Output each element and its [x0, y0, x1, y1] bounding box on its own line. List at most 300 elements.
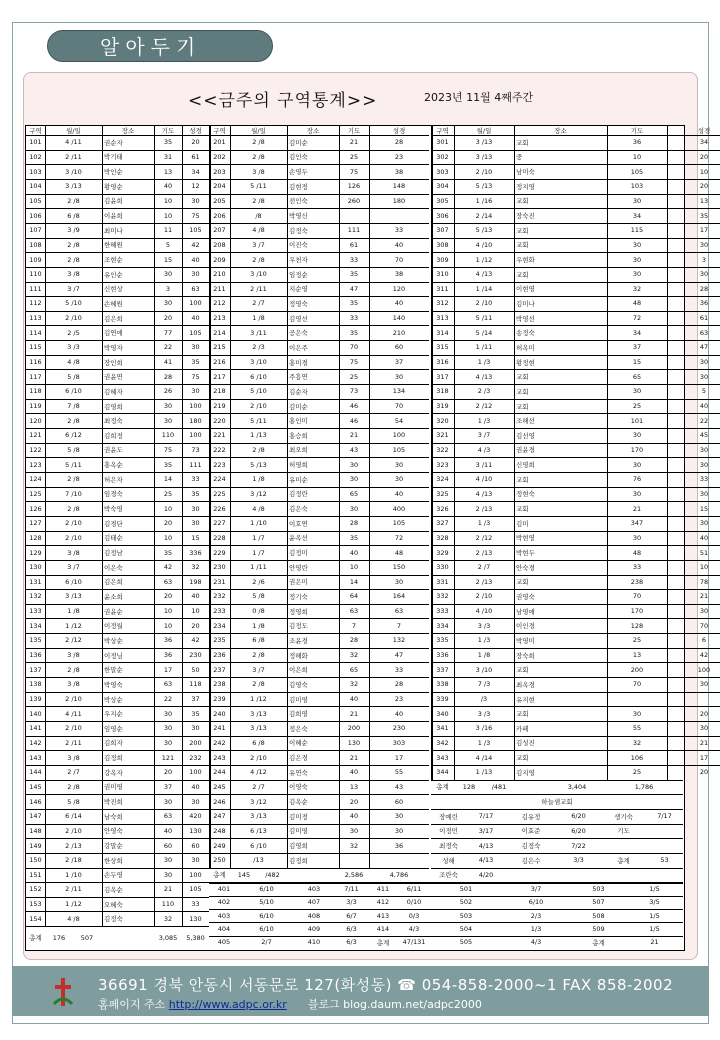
table-cell: 210	[392, 328, 406, 337]
table-cell: 103	[630, 182, 644, 191]
table-cell: 30	[699, 240, 709, 249]
cell-500: 6/10	[528, 898, 544, 907]
table-cell: 229	[213, 548, 226, 557]
table-cell: 305	[436, 196, 449, 205]
table-cell: 151	[29, 870, 42, 879]
table-cell: 124	[29, 475, 42, 484]
table-cell: 245	[213, 782, 226, 791]
table-cell: 230	[189, 651, 202, 660]
column-header: 장소	[306, 127, 320, 135]
table-cell: 김인숙	[289, 153, 308, 162]
table-cell: 101	[29, 138, 42, 147]
cell-500: 2/3	[530, 911, 542, 920]
table-cell: 25	[349, 152, 359, 161]
table-cell: 33	[349, 255, 359, 264]
table-cell: 5 /8	[67, 797, 80, 806]
table-cell: 10	[699, 167, 709, 176]
table-cell: 4 /13	[475, 270, 493, 279]
table-cell: 2 /8	[67, 504, 80, 513]
table-cell: 3 /11	[475, 460, 493, 469]
cell-500: 509	[592, 924, 605, 933]
table-cell: 248	[213, 826, 226, 835]
table-cell: 30	[699, 724, 709, 733]
table-cell: 22	[163, 695, 173, 703]
table-cell: 2 /8	[252, 196, 265, 205]
table-cell: 233	[213, 607, 226, 616]
table-cell: 40	[349, 768, 359, 777]
table-cell: 60	[163, 841, 173, 850]
table-cell: 28	[163, 372, 173, 381]
table-cell: 13	[349, 782, 359, 791]
column-header: 구역	[29, 127, 42, 135]
table-cell: 공은숙	[289, 329, 308, 338]
table-cell: 127	[29, 519, 42, 528]
table-cell: 10	[163, 504, 173, 513]
table-cell: 230	[392, 724, 406, 733]
table-cell: 조해선	[516, 417, 535, 426]
table-cell: 25	[349, 372, 359, 381]
table-cell: 214	[213, 328, 226, 337]
table-cell: 우천자	[289, 256, 308, 264]
special-cell	[601, 868, 646, 883]
special-cell: 53	[660, 856, 669, 865]
table-cell: 박영신	[289, 212, 308, 221]
table-cell: 한상희	[104, 856, 123, 865]
cell-500: 507	[592, 898, 605, 907]
table-cell: 4 /8	[67, 358, 80, 367]
special-cell: 7/17	[478, 812, 494, 821]
table-cell: 315	[436, 343, 449, 352]
table-cell: 정기숙	[289, 592, 308, 601]
footer-web	[98, 996, 482, 1012]
table-cell: 200	[630, 665, 644, 674]
table-cell: 최미나	[104, 226, 123, 235]
table-cell: 우지순	[104, 710, 123, 719]
table-cell: 3	[165, 284, 171, 293]
table-cell: 137	[29, 665, 42, 674]
table-cell: 김정숙	[289, 226, 308, 235]
table-cell: 105	[189, 328, 202, 337]
table-cell: 47	[349, 284, 359, 293]
table-cell: 1 /10	[65, 870, 82, 879]
table-cell: 208	[213, 240, 226, 249]
total-value: 4,786	[389, 870, 409, 879]
table-cell: 100	[189, 299, 202, 308]
table-cell: 105	[630, 167, 644, 176]
table-cell: 남영애	[516, 607, 535, 616]
table-cell: 7 /10	[65, 489, 82, 498]
special-cell	[646, 868, 683, 883]
special-cell: 생기숙	[614, 812, 633, 821]
column-divider	[667, 126, 668, 780]
table-cell: 104	[29, 182, 42, 191]
table-cell: 5 /8	[67, 445, 80, 454]
table-cell: 70	[632, 680, 642, 689]
special-cell: 7/22	[571, 841, 586, 850]
table-cell: 30	[163, 870, 173, 879]
table-cell: 임정순	[289, 270, 308, 279]
table-cell: 30	[632, 533, 642, 542]
table-cell: 221	[213, 431, 226, 440]
table-cell: 3 /10	[475, 665, 493, 674]
total-value: 507	[80, 933, 94, 942]
table-cell: 교회	[516, 475, 529, 484]
table-cell: 216	[213, 358, 226, 367]
table-cell: 106	[29, 211, 42, 220]
table-cell: 113	[29, 314, 42, 323]
cell-400: 404	[217, 924, 231, 933]
table-cell: 22	[699, 416, 709, 425]
table-cell: 142	[29, 738, 42, 747]
table-cell: 121	[29, 431, 42, 440]
table-cell: 10	[699, 563, 709, 572]
table-cell: 2 /8	[252, 152, 265, 161]
table-cell: 1 /7	[252, 548, 265, 557]
table-cell	[339, 853, 369, 868]
table-cell: 112	[29, 299, 42, 308]
special-cell: 성해	[442, 856, 455, 865]
table-cell: 김미영	[289, 827, 308, 836]
table-cell: 327	[436, 519, 449, 528]
table-cell: 교회	[516, 197, 529, 206]
table-cell: 교회	[516, 754, 529, 763]
table-cell: 215	[213, 343, 226, 352]
table-cell: 김영숙	[289, 680, 308, 689]
table-cell: 220	[213, 416, 226, 425]
table-cell: 17	[699, 226, 709, 235]
column-header: 성경	[189, 127, 202, 135]
table-cell: 100	[392, 431, 406, 440]
table-cell: 40	[191, 592, 200, 601]
cell-400: 6/11	[406, 884, 422, 893]
table-cell: 318	[436, 387, 449, 396]
table-cell: 30	[349, 475, 359, 484]
table-cell: 108	[29, 240, 42, 249]
church-cross-icon	[52, 976, 74, 1008]
table-cell: 황정현	[516, 358, 535, 367]
table-cell: 6 /12	[65, 431, 82, 440]
table-cell: 3 /13	[475, 138, 493, 147]
cell-500: 총계	[592, 938, 605, 947]
table-cell: 35	[191, 358, 200, 367]
table-cell: 25	[163, 489, 173, 498]
table-cell: 20	[349, 797, 359, 806]
table-cell: 217	[213, 372, 226, 381]
table-cell: 30	[632, 255, 642, 264]
table-cell: 한혜원	[104, 241, 123, 250]
table-cell: 임경숙	[104, 490, 123, 499]
table-cell: 2 /10	[65, 695, 82, 703]
table-cell: 206	[213, 211, 226, 220]
special-cell: 총계	[617, 856, 630, 865]
table-cell: 10	[163, 607, 173, 616]
table-cell: 149	[29, 841, 42, 850]
table-cell: 219	[213, 402, 226, 410]
table-cell: 권윤연	[104, 373, 123, 382]
table-cell: 30	[163, 856, 173, 865]
cell-400: 414	[376, 924, 390, 933]
table-cell: 7	[351, 621, 357, 630]
table-cell: 180	[189, 416, 202, 425]
cell-500: 504	[459, 924, 473, 933]
table-cell: 101	[630, 416, 644, 425]
table-cell: 3 /12	[250, 489, 267, 498]
table-cell: 1 /7	[252, 533, 265, 542]
table-cell: 3 /16	[475, 724, 493, 733]
table-cell: 111	[347, 226, 361, 235]
table-cell: 김정란	[289, 490, 308, 499]
table-cell: 6 /10	[250, 841, 267, 850]
table-cell: 36	[163, 636, 173, 645]
table-cell: 103	[29, 167, 42, 176]
table-cell: 105	[29, 196, 42, 205]
table-cell: 0 /8	[252, 607, 265, 616]
table-cell: 333	[436, 607, 449, 616]
table-cell: 손영두	[289, 168, 308, 177]
table-cell: 권영숙	[516, 592, 535, 601]
table-cell: 7 /8	[67, 402, 80, 410]
table-cell: 손혜원	[104, 299, 123, 308]
table-cell: 30	[163, 402, 173, 410]
table-cell: 김순자	[289, 387, 308, 396]
cell-500: 4/3	[530, 938, 542, 947]
table-cell: 341	[436, 724, 449, 733]
table-cell: 40	[349, 548, 359, 557]
table-cell: 유인순	[104, 270, 123, 279]
table-cell: 35	[349, 328, 359, 337]
table-cell: 25	[632, 636, 642, 645]
table-cell: 30	[163, 797, 173, 806]
table-cell: 32	[349, 651, 359, 660]
table-cell: 카페	[516, 724, 529, 733]
table-cell: 2 /18	[65, 856, 82, 865]
table-cell: 30	[394, 475, 404, 484]
table-cell: 55	[394, 768, 404, 777]
table-cell: 2 /10	[65, 724, 82, 733]
table-cell: 20	[699, 152, 709, 161]
cell-400: 410	[307, 938, 321, 947]
table-cell: 70	[699, 621, 709, 630]
special-cell: 3/17	[478, 826, 494, 835]
table-cell: 143	[29, 753, 42, 762]
table-cell: 337	[436, 665, 449, 674]
table-cell: 420	[189, 812, 202, 821]
cell-400: 405	[217, 938, 231, 947]
table-cell: 1 /8	[477, 651, 491, 660]
table-cell: 2 /7	[67, 768, 80, 777]
table-cell: 2 /12	[65, 636, 82, 645]
table-cell: 김옥순	[104, 885, 123, 894]
table-cell: 김옥순	[289, 798, 308, 807]
table-cell: 권윤경	[516, 446, 535, 455]
table-cell: 138	[29, 680, 42, 689]
table-cell: 6 /10	[250, 372, 267, 381]
table-cell: 40	[349, 695, 359, 703]
table-cell: 310	[436, 270, 449, 279]
table-cell: 11	[163, 226, 173, 235]
table-cell: 2 /7	[477, 563, 491, 572]
table-cell: 안숙경	[516, 563, 535, 572]
table-cell: 4 /10	[475, 475, 493, 484]
table-cell: 61	[349, 240, 359, 249]
cell-400: 6/10	[259, 924, 274, 933]
table-cell: 2 /10	[250, 402, 267, 410]
cell-500: 1/5	[649, 924, 660, 933]
column-divider	[339, 126, 340, 868]
table-cell: 5 /11	[65, 460, 82, 469]
table-cell: 33	[394, 665, 404, 674]
table-cell: 75	[349, 358, 359, 367]
table-cell: 48	[394, 548, 404, 557]
table-cell: 김미정	[289, 812, 308, 821]
table-cell: 141	[29, 724, 42, 733]
table-cell: 5 /11	[250, 416, 267, 425]
table-cell: 102	[29, 152, 42, 161]
table-cell: 30	[632, 709, 642, 718]
table-cell: 114	[29, 328, 42, 337]
table-cell: 3 /9	[67, 226, 80, 235]
table-cell: 30	[163, 724, 173, 733]
table-cell: 조현순	[104, 256, 123, 264]
table-cell: 37	[191, 695, 200, 703]
table-cell: 309	[436, 255, 449, 264]
cell-500: 21	[650, 938, 659, 947]
table-cell: 243	[213, 753, 226, 762]
table-cell: 20	[699, 768, 709, 777]
table-cell: 164	[392, 592, 406, 601]
table-cell: 25	[632, 402, 642, 410]
table-cell: 김정미	[289, 549, 308, 557]
homepage-link[interactable]: http://www.adpc.or.kr	[168, 998, 287, 1011]
table-cell: 30	[632, 270, 642, 279]
table-cell: 32	[349, 680, 359, 689]
total-value: 128	[462, 782, 476, 791]
table-cell: 2 /8	[67, 782, 80, 791]
table-cell: 1 /3	[477, 416, 491, 425]
table-cell: 4 /8	[252, 504, 265, 513]
table-cell: 2 /8	[252, 138, 265, 147]
cell-400: 6/7	[346, 911, 357, 920]
table-cell: 100	[189, 402, 202, 410]
table-cell: 120	[392, 284, 406, 293]
special-cell	[556, 868, 601, 883]
table-cell: 198	[189, 577, 202, 586]
table-cell: 61	[699, 314, 709, 323]
cell-400: 0/3	[408, 911, 420, 920]
table-cell: 15	[632, 358, 642, 367]
table-cell: 335	[436, 636, 449, 645]
table-cell: 35	[191, 709, 200, 718]
table-cell: 교회	[516, 402, 529, 411]
table-cell: 2 /6	[252, 577, 265, 586]
table-cell: 김정숙	[104, 915, 123, 924]
table-cell: 10	[163, 196, 173, 205]
table-cell: 33	[349, 314, 359, 323]
column-divider	[514, 126, 515, 780]
table-cell: 237	[213, 665, 226, 674]
column-header: 월/일	[476, 127, 492, 135]
table-cell: 30	[394, 826, 404, 835]
table-cell: 225	[213, 489, 226, 498]
total-label: 총계	[436, 783, 449, 792]
table-cell: 3 /8	[252, 167, 265, 176]
table-cell: 36	[163, 651, 173, 660]
table-cell: 3 /8	[67, 270, 80, 279]
column-divider	[454, 126, 455, 780]
table-cell: 21	[699, 738, 709, 747]
table-cell: 132	[392, 636, 406, 645]
table-cell: 2 /14	[475, 211, 493, 220]
table-cell: 2 /12	[475, 533, 493, 542]
column-header: 월/일	[66, 127, 81, 135]
table-cell: 51	[699, 548, 709, 557]
cell-500: 3/7	[530, 884, 542, 893]
table-cell: 30	[632, 196, 642, 205]
cell-400: 6/3	[346, 924, 357, 933]
table-cell: 4 /10	[475, 607, 493, 616]
table-cell: 17	[394, 753, 404, 762]
cell-400: 6/10	[259, 911, 274, 920]
table-cell: 60	[394, 343, 404, 352]
table-cell: 332	[436, 592, 449, 601]
table-cell: 21	[349, 431, 359, 440]
table-cell: 40	[394, 299, 404, 308]
table-cell: 123	[29, 460, 42, 469]
table-cell: 4 /10	[475, 240, 493, 249]
table-cell: 4 /11	[65, 709, 82, 718]
table-cell: 139	[29, 695, 42, 703]
table-cell: 이진숙	[289, 241, 308, 250]
column-divider	[102, 126, 103, 926]
table-cell: 전인숙	[289, 197, 308, 206]
table-cell: 김은숙	[289, 505, 308, 514]
table-cell: 235	[213, 636, 226, 645]
table-cell: 20	[163, 768, 173, 777]
table-cell: 41	[163, 358, 173, 367]
table-cell: 15	[191, 533, 200, 542]
table-cell: 344	[436, 768, 449, 777]
table-cell: 30	[699, 489, 709, 498]
total-label: 총계	[29, 934, 42, 943]
table-cell: 144	[29, 768, 42, 777]
table-cell: 권윤도	[104, 446, 123, 455]
table-cell: 45	[699, 431, 709, 440]
table-cell: 3 /7	[67, 284, 80, 293]
table-cell: 119	[29, 402, 42, 410]
table-cell: 126	[29, 504, 42, 513]
cell-500: 3/5	[649, 898, 660, 907]
table-cell: 2 /12	[475, 402, 493, 410]
table-cell: 35	[349, 270, 359, 279]
table-cell: 3 /8	[67, 651, 80, 660]
table-cell: 윤소희	[104, 592, 123, 601]
table-cell: 김태순	[104, 534, 123, 543]
table-cell: 김경단	[104, 519, 123, 528]
table-cell: 4 /13	[475, 372, 493, 381]
table-cell: 325	[436, 489, 449, 498]
table-cell: 213	[213, 314, 226, 323]
table-cell: 1 /12	[65, 900, 82, 909]
table-cell: 4 /3	[477, 445, 491, 454]
table-cell: 40	[699, 402, 709, 410]
table-cell: 47	[394, 651, 404, 660]
table-cell: 106	[630, 753, 644, 762]
table-cell: 46	[349, 402, 359, 410]
table-cell: 이현영	[516, 285, 535, 294]
table-cell: 허영희	[289, 461, 308, 470]
table-cell: 이영숙	[289, 783, 308, 792]
table-cell: 130	[347, 738, 361, 747]
